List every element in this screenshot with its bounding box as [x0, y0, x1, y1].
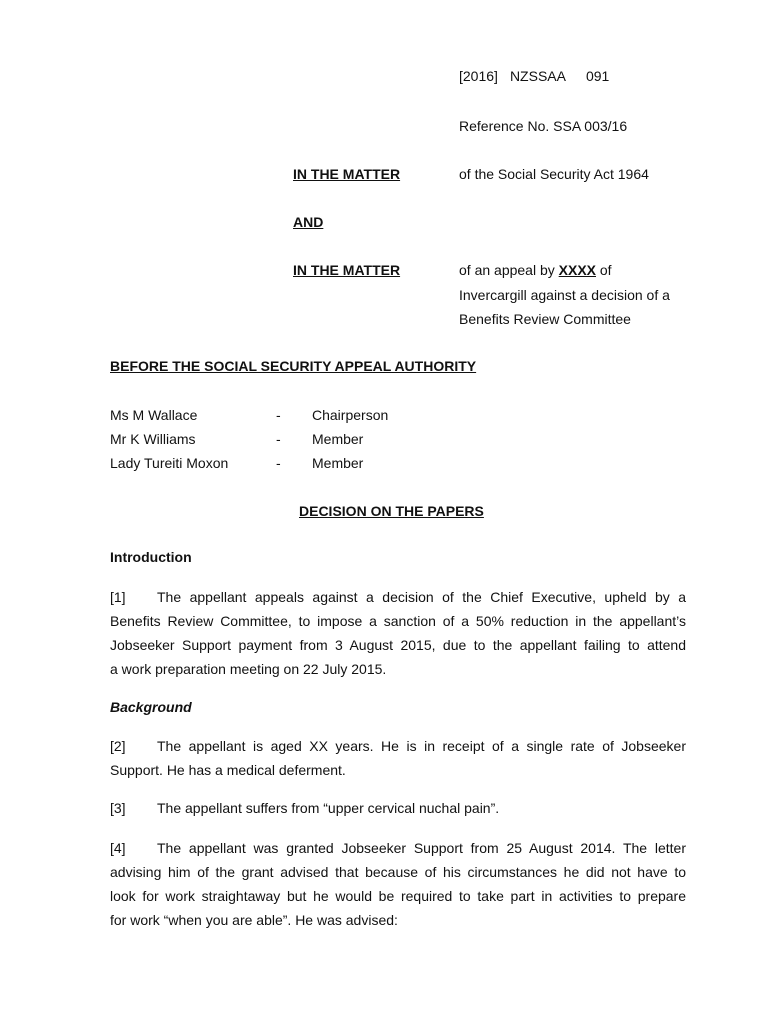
- paragraph-4: [110, 836, 686, 932]
- panel-name-3: Lady Tureiti Moxon: [110, 455, 229, 471]
- panel-dash-2: -: [276, 431, 281, 447]
- introduction-heading: Introduction: [110, 549, 192, 565]
- matter-text-2-post: of: [596, 262, 612, 278]
- reference-number: Reference No. SSA 003/16: [459, 118, 628, 134]
- and-heading: AND: [293, 214, 324, 230]
- citation-code: NZSSAA: [509, 68, 566, 84]
- panel-role-2: Member: [312, 431, 364, 447]
- paragraph-2-line-2: Support. He has a medical deferment.: [110, 762, 346, 778]
- paragraph-1-line-2: Benefits Review Committee, to impose a sanction of a 50% reduction in the appellant’s: [110, 613, 686, 629]
- background-heading: Background: [110, 699, 192, 715]
- paragraph-2-line-1: [2] The appellant is aged XX years. He is in receipt of a single rate of Jobseeker: [110, 734, 686, 758]
- matter-text-2-line-3: Benefits Review Committee: [459, 311, 631, 327]
- citation: [459, 68, 609, 84]
- matter-heading-2: IN THE MATTER: [293, 262, 401, 278]
- matter-text-2-pre: of an appeal by: [459, 262, 559, 278]
- paragraph-3-number: [3]: [110, 800, 126, 816]
- decision-heading: DECISION ON THE PAPERS: [299, 503, 484, 519]
- paragraph-1: [110, 585, 686, 681]
- paragraph-1-line-4: a work preparation meeting on 22 July 2015.: [110, 661, 387, 677]
- citation-number: 091: [585, 68, 610, 84]
- paragraph-2: [110, 734, 686, 782]
- before-heading: BEFORE THE SOCIAL SECURITY APPEAL AUTHORITY: [110, 358, 477, 374]
- appellant-name: XXXX: [558, 262, 596, 278]
- paragraph-1-line-1: [1] The appellant appeals against a decision of the Chief Executive, upheld by a: [110, 585, 686, 609]
- matter-text-2-line-1: [459, 262, 612, 278]
- paragraph-4-line-1: [4] The appellant was granted Jobseeker Support from 25 August 2014. The letter: [110, 836, 686, 860]
- matter-text-1: of the Social Security Act 1964: [459, 166, 649, 182]
- citation-year: [2016]: [459, 68, 498, 84]
- paragraph-4-line-4: for work “when you are able”. He was advised:: [110, 912, 398, 928]
- paragraph-3: [110, 796, 686, 820]
- paragraph-3-line-1: [3] The appellant suffers from “upper cervical nuchal pain”.: [110, 796, 686, 820]
- panel-name-1: Ms M Wallace: [110, 407, 198, 423]
- panel-role-1: Chairperson: [312, 407, 389, 423]
- paragraph-1-number: [1]: [110, 589, 126, 605]
- paragraph-4-line-2: advising him of the grant advised that because of his circumstances he did not have to: [110, 864, 686, 880]
- paragraph-1-line-3: Jobseeker Support payment from 3 August 2015, due to the appellant failing to attend: [110, 637, 686, 653]
- matter-heading-1: IN THE MATTER: [293, 166, 401, 182]
- panel-role-3: Member: [312, 455, 364, 471]
- paragraph-2-number: [2]: [110, 738, 126, 754]
- panel-dash-3: -: [276, 455, 281, 471]
- paragraph-4-line-3: look for work straightaway but he would be required to take part in activities to prepare: [110, 888, 686, 904]
- panel-dash-1: -: [276, 407, 281, 423]
- paragraph-4-number: [4]: [110, 840, 126, 856]
- matter-text-2-line-2: Invercargill against a decision of a: [459, 287, 670, 303]
- panel-name-2: Mr K Williams: [110, 431, 196, 447]
